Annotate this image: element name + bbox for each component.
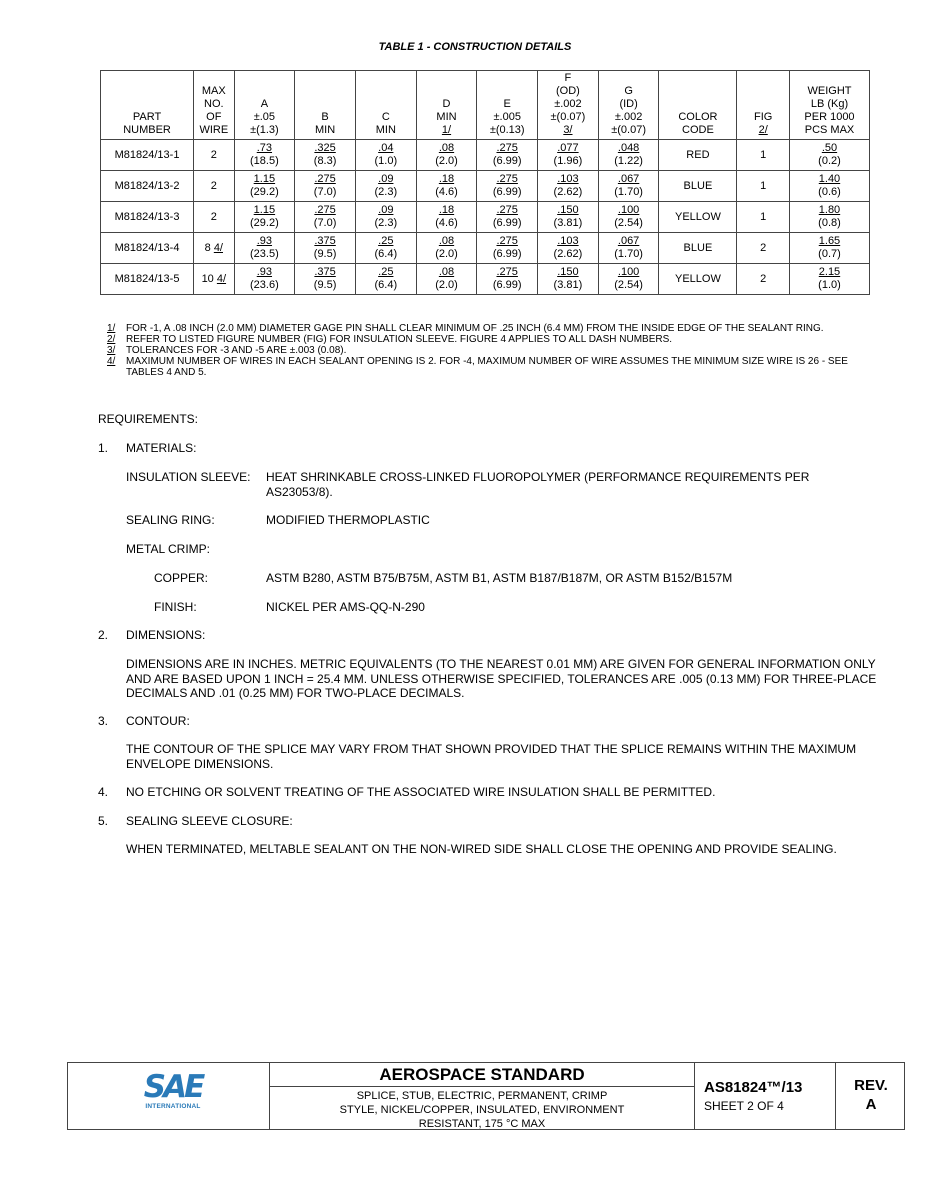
- dimension-cell: [355, 171, 416, 202]
- header-line: FIG: [754, 111, 773, 123]
- note-reference: 1/: [107, 323, 116, 334]
- revision-label: REV.: [854, 1077, 888, 1094]
- item-title: DIMENSIONS:: [126, 628, 206, 642]
- dimension-cell: [234, 264, 295, 295]
- description-line: SPLICE, STUB, ELECTRIC, PERMANENT, CRIMP: [356, 1090, 608, 1102]
- metric-value: (18.5): [250, 155, 279, 167]
- column-header: [477, 71, 538, 140]
- material-label: INSULATION SLEEVE:: [126, 470, 251, 484]
- dimension-cell: [416, 140, 477, 171]
- header-line: ±(0.07): [611, 124, 646, 136]
- column-header: [598, 71, 659, 140]
- header-line: E: [503, 98, 511, 110]
- table-row: [101, 264, 870, 295]
- dimension-cell: [355, 264, 416, 295]
- header-line: ±.002: [554, 98, 582, 110]
- dimension-cell: [477, 171, 538, 202]
- dimension-cell: [538, 171, 599, 202]
- metric-value: (7.0): [313, 186, 337, 198]
- inch-value: .275: [496, 204, 518, 216]
- inch-value: .08: [438, 142, 455, 154]
- metric-value: (29.2): [250, 186, 279, 198]
- table-body: [101, 140, 870, 295]
- dimension-cell: [598, 202, 659, 233]
- inch-value: .150: [557, 204, 579, 216]
- metric-value: (6.4): [374, 279, 398, 291]
- header-line: A: [260, 98, 269, 110]
- document-number-cell: [695, 1063, 836, 1129]
- note-text: REFER TO LISTED FIGURE NUMBER (FIG) FOR INSULATION SLEEVE. FIGURE 4 APPLIES TO ALL DASH NUMBERS.: [126, 334, 673, 345]
- metric-value: (8.3): [313, 155, 337, 167]
- dimension-cell: [477, 264, 538, 295]
- requirement-text: THE CONTOUR OF THE SPLICE MAY VARY FROM THAT SHOWN PROVIDED THAT THE SPLICE REMAINS WITHIN THE MAXIMUM ENVELOPE DIMENSIONS.: [126, 742, 857, 771]
- dimension-cell: [234, 202, 295, 233]
- table-title: TABLE 1 - CONSTRUCTION DETAILS: [378, 41, 572, 53]
- color-code-cell: RED: [659, 140, 737, 171]
- metric-value: (29.2): [250, 217, 279, 229]
- note-reference: 1/: [441, 124, 452, 136]
- dimension-cell: [598, 140, 659, 171]
- header-line: ±.002: [614, 111, 643, 123]
- table-row: [101, 171, 870, 202]
- inch-value: .275: [314, 173, 336, 185]
- inch-value: .103: [557, 235, 579, 247]
- wire-count: 2: [210, 179, 217, 192]
- header-line: ±.05: [253, 111, 276, 123]
- material-label: SEALING RING:: [126, 513, 215, 527]
- metric-value: (6.4): [374, 248, 398, 260]
- inch-value: 1.80: [818, 204, 841, 216]
- header-line: COLOR: [678, 111, 718, 123]
- header-line: (OD): [556, 85, 580, 97]
- header-line: MIN: [375, 124, 396, 136]
- max-wire-cell: [194, 140, 234, 171]
- standard-type: AEROSPACE STANDARD: [270, 1063, 694, 1087]
- inch-value: .077: [557, 142, 579, 154]
- figure-cell: 2: [737, 233, 790, 264]
- inch-value: .25: [378, 235, 394, 247]
- material-value: ASTM B280, ASTM B75/B75M, ASTM B1, ASTM B187/B187M, OR ASTM B152/B157M: [266, 571, 733, 585]
- metric-value: (0.7): [818, 248, 841, 260]
- material-value: MODIFIED THERMOPLASTIC: [266, 513, 430, 527]
- note-text: FOR -1, A .08 INCH (2.0 MM) DIAMETER GAGE PIN SHALL CLEAR MINIMUM OF .25 INCH (6.4 MM) FROM THE INSIDE EDGE OF THE SEALANT RING.: [126, 323, 824, 334]
- dimension-cell: [477, 202, 538, 233]
- inch-value: .09: [378, 204, 394, 216]
- metric-value: (2.0): [435, 279, 458, 291]
- table-header-row: [101, 71, 870, 140]
- requirement-text: DIMENSIONS ARE IN INCHES. METRIC EQUIVALENTS (TO THE NEAREST 0.01 MM) ARE GIVEN FOR GENERAL INFORMATION ONLY AND ARE BASED UPON 1 INCH = 25.4 MM. UNLESS OTHERWISE SPECIFIED, TOLERANCES ARE .005 (0.13 MM) FOR THREE-PLACE DECIMALS AND .01 (0.25 MM) FOR TWO-PLACE DECIMALS.: [126, 657, 877, 700]
- column-header: [295, 71, 356, 140]
- footnote: [107, 334, 867, 345]
- logo-cell: [68, 1063, 270, 1129]
- metric-value: (2.0): [435, 155, 458, 167]
- metric-value: (3.81): [553, 279, 583, 291]
- dimension-cell: [416, 233, 477, 264]
- column-header: [416, 71, 477, 140]
- dimension-cell: [416, 264, 477, 295]
- title-block: [67, 1062, 905, 1130]
- metric-value: (1.0): [818, 279, 841, 291]
- header-line: PART: [132, 111, 162, 123]
- inch-value: .275: [496, 142, 518, 154]
- document-number: AS81824™/13: [704, 1079, 803, 1096]
- dimension-cell: [789, 140, 869, 171]
- note-reference: 3/: [107, 345, 116, 356]
- figure-cell: 1: [737, 140, 790, 171]
- dimension-cell: [295, 171, 356, 202]
- metric-value: (0.8): [818, 217, 841, 229]
- inch-value: 1.40: [818, 173, 841, 185]
- inch-value: .100: [617, 266, 640, 278]
- metric-value: (9.5): [313, 248, 337, 260]
- description-line: RESISTANT, 175 °C MAX: [418, 1118, 546, 1130]
- column-header: [234, 71, 295, 140]
- description-line: STYLE, NICKEL/COPPER, INSULATED, ENVIRONMENT: [339, 1104, 625, 1116]
- header-line: ±(1.3): [250, 124, 279, 136]
- dimension-cell: [598, 264, 659, 295]
- inch-value: 1.15: [253, 173, 276, 185]
- table-row: [101, 202, 870, 233]
- wire-count: 8: [204, 241, 211, 254]
- column-header: [101, 71, 194, 140]
- header-line: G: [624, 85, 633, 97]
- dimension-cell: [355, 140, 416, 171]
- inch-value: 1.15: [253, 204, 276, 216]
- metric-value: (2.0): [435, 248, 458, 260]
- inch-value: .103: [557, 173, 579, 185]
- max-wire-cell: [194, 171, 234, 202]
- metric-value: (6.99): [492, 279, 522, 291]
- document-description: [270, 1087, 694, 1131]
- metric-value: (4.6): [435, 186, 458, 198]
- material-value: NICKEL PER AMS-QQ-N-290: [266, 600, 425, 614]
- inch-value: .325: [314, 142, 336, 154]
- item-title: CONTOUR:: [126, 714, 190, 728]
- metric-value: (2.62): [553, 186, 583, 198]
- inch-value: .73: [256, 142, 273, 154]
- metric-value: (6.99): [492, 155, 522, 167]
- max-wire-cell: [194, 233, 234, 264]
- inch-value: .100: [617, 204, 640, 216]
- note-reference: 2/: [107, 334, 116, 345]
- header-line: ±(0.13): [489, 124, 525, 136]
- inch-value: .93: [256, 266, 273, 278]
- header-line: WEIGHT: [807, 85, 852, 97]
- dimension-cell: [416, 171, 477, 202]
- header-line: ±.005: [493, 111, 521, 123]
- note-text: MAXIMUM NUMBER OF WIRES IN EACH SEALANT OPENING IS 2. FOR -4, MAXIMUM NUMBER OF WIRE ASSUMES THE MINIMUM SIZE WIRE IS 26 - SEE TABLES 4 AND 5.: [126, 356, 848, 378]
- metric-value: (1.96): [553, 155, 583, 167]
- sae-logo-subtitle: INTERNATIONAL: [145, 1103, 201, 1110]
- dimension-cell: [295, 264, 356, 295]
- dimension-cell: [295, 202, 356, 233]
- max-wire-cell: [194, 202, 234, 233]
- dimension-cell: [234, 140, 295, 171]
- inch-value: .18: [438, 173, 455, 185]
- header-line: LB (Kg): [810, 98, 849, 110]
- header-line: MAX: [201, 85, 226, 97]
- note-reference: 4/: [107, 356, 116, 367]
- sae-logo: [138, 1071, 208, 1115]
- inch-value: .275: [496, 235, 518, 247]
- inch-value: .18: [438, 204, 455, 216]
- dimension-cell: [598, 171, 659, 202]
- dimension-cell: [789, 171, 869, 202]
- header-line: F: [564, 72, 572, 84]
- metric-value: (23.6): [250, 279, 279, 291]
- inch-value: .375: [314, 235, 336, 247]
- inch-value: .275: [496, 266, 518, 278]
- revision-cell: [836, 1063, 906, 1129]
- item-title: NO ETCHING OR SOLVENT TREATING OF THE ASSOCIATED WIRE INSULATION SHALL BE PERMITTED.: [126, 785, 716, 799]
- requirements-heading: REQUIREMENTS:: [98, 412, 199, 426]
- dimension-cell: [538, 202, 599, 233]
- inch-value: .375: [314, 266, 336, 278]
- metric-value: (0.6): [818, 186, 841, 198]
- metric-value: (23.5): [250, 248, 279, 260]
- footnote: [107, 356, 867, 378]
- color-code-cell: BLUE: [659, 171, 737, 202]
- sae-logo-mark: SAE: [143, 1069, 203, 1105]
- dimension-cell: [355, 233, 416, 264]
- construction-details-table: [100, 70, 870, 295]
- dimension-cell: [295, 140, 356, 171]
- max-wire-cell: [194, 264, 234, 295]
- header-line: CODE: [682, 124, 714, 136]
- header-line: PER 1000: [804, 111, 855, 123]
- header-line: D: [442, 98, 451, 110]
- header-line: NO.: [204, 98, 224, 110]
- inch-value: .09: [378, 173, 394, 185]
- item-number: 5.: [98, 814, 109, 828]
- footnote: [107, 323, 867, 334]
- wire-count: 10: [201, 272, 214, 285]
- figure-cell: 2: [737, 264, 790, 295]
- column-header: [659, 71, 737, 140]
- metric-value: (6.99): [492, 248, 522, 260]
- header-line: WIRE: [199, 124, 229, 136]
- dimension-cell: [538, 233, 599, 264]
- header-line: NUMBER: [123, 124, 171, 136]
- table-row: [101, 140, 870, 171]
- inch-value: .275: [496, 173, 518, 185]
- dimension-cell: [477, 233, 538, 264]
- header-line: B: [321, 111, 329, 123]
- header-line: OF: [206, 111, 222, 123]
- part-number-cell: M81824/13-2: [101, 171, 194, 202]
- figure-cell: 1: [737, 171, 790, 202]
- item-title: SEALING SLEEVE CLOSURE:: [126, 814, 293, 828]
- item-number: 4.: [98, 785, 109, 799]
- part-number-cell: M81824/13-4: [101, 233, 194, 264]
- column-header: [789, 71, 869, 140]
- inch-value: .50: [821, 142, 838, 154]
- figure-cell: 1: [737, 202, 790, 233]
- part-number-cell: M81824/13-1: [101, 140, 194, 171]
- inch-value: .048: [617, 142, 640, 154]
- header-line: (ID): [619, 98, 638, 110]
- footnote: [107, 345, 867, 356]
- metric-value: (2.3): [374, 186, 398, 198]
- color-code-cell: YELLOW: [659, 202, 737, 233]
- sheet-number: SHEET 2 OF 4: [704, 1099, 784, 1113]
- table-row: [101, 233, 870, 264]
- wire-count: 2: [210, 148, 217, 161]
- inch-value: 1.65: [818, 235, 841, 247]
- dimension-cell: [538, 264, 599, 295]
- header-line: MIN: [436, 111, 457, 123]
- dimension-cell: [477, 140, 538, 171]
- note-reference: 4/: [213, 241, 223, 254]
- dimension-cell: [416, 202, 477, 233]
- item-number: 2.: [98, 628, 109, 642]
- header-line: PCS MAX: [804, 124, 855, 136]
- column-header: [355, 71, 416, 140]
- metric-value: (1.0): [374, 155, 398, 167]
- metric-value: (2.62): [553, 248, 583, 260]
- dimension-cell: [355, 202, 416, 233]
- dimension-cell: [789, 202, 869, 233]
- item-number: 3.: [98, 714, 109, 728]
- inch-value: .93: [256, 235, 273, 247]
- inch-value: .04: [378, 142, 394, 154]
- note-reference: 3/: [563, 124, 573, 136]
- column-header: [194, 71, 234, 140]
- metric-value: (0.2): [818, 155, 841, 167]
- column-header: [737, 71, 790, 140]
- metric-value: (1.70): [614, 248, 643, 260]
- inch-value: .08: [438, 235, 455, 247]
- dimension-cell: [789, 233, 869, 264]
- dimension-cell: [295, 233, 356, 264]
- dimension-cell: [598, 233, 659, 264]
- revision-value: A: [865, 1096, 877, 1113]
- header-line: MIN: [315, 124, 336, 136]
- material-label: FINISH:: [154, 600, 197, 614]
- dimension-cell: [789, 264, 869, 295]
- title-cell: [270, 1063, 695, 1129]
- inch-value: .08: [438, 266, 455, 278]
- metric-value: (6.99): [492, 217, 522, 229]
- item-number: 1.: [98, 441, 109, 455]
- metric-value: (2.3): [374, 217, 398, 229]
- note-reference: 2/: [758, 124, 768, 136]
- metric-value: (1.70): [614, 186, 643, 198]
- part-number-cell: M81824/13-3: [101, 202, 194, 233]
- inch-value: .275: [314, 204, 336, 216]
- inch-value: 2.15: [818, 266, 841, 278]
- color-code-cell: BLUE: [659, 233, 737, 264]
- dimension-cell: [538, 140, 599, 171]
- item-title: MATERIALS:: [126, 441, 197, 455]
- inch-value: .067: [617, 235, 640, 247]
- note-text: TOLERANCES FOR -3 AND -5 ARE ±.003 (0.08).: [126, 345, 347, 356]
- inch-value: .25: [378, 266, 394, 278]
- header-line: C: [381, 111, 390, 123]
- inch-value: .067: [617, 173, 640, 185]
- inch-value: .150: [557, 266, 579, 278]
- wire-count: 2: [210, 210, 217, 223]
- material-value: HEAT SHRINKABLE CROSS-LINKED FLUOROPOLYMER (PERFORMANCE REQUIREMENTS PER AS23053/8).: [266, 470, 810, 499]
- table-notes: [107, 323, 867, 378]
- metric-value: (9.5): [313, 279, 337, 291]
- dimension-cell: [234, 233, 295, 264]
- part-number-cell: M81824/13-5: [101, 264, 194, 295]
- note-reference: 4/: [216, 272, 227, 285]
- metric-value: (3.81): [553, 217, 583, 229]
- metric-value: (4.6): [435, 217, 458, 229]
- color-code-cell: YELLOW: [659, 264, 737, 295]
- metric-value: (2.54): [614, 217, 643, 229]
- header-line: ±(0.07): [550, 111, 586, 123]
- metric-value: (2.54): [614, 279, 643, 291]
- requirement-text: WHEN TERMINATED, MELTABLE SEALANT ON THE NON-WIRED SIDE SHALL CLOSE THE OPENING AND PROVIDE SEALING.: [126, 842, 837, 856]
- material-label: METAL CRIMP:: [126, 542, 211, 556]
- metric-value: (7.0): [313, 217, 337, 229]
- column-header: [538, 71, 599, 140]
- material-label: COPPER:: [154, 571, 209, 585]
- metric-value: (1.22): [614, 155, 643, 167]
- metric-value: (6.99): [492, 186, 522, 198]
- dimension-cell: [234, 171, 295, 202]
